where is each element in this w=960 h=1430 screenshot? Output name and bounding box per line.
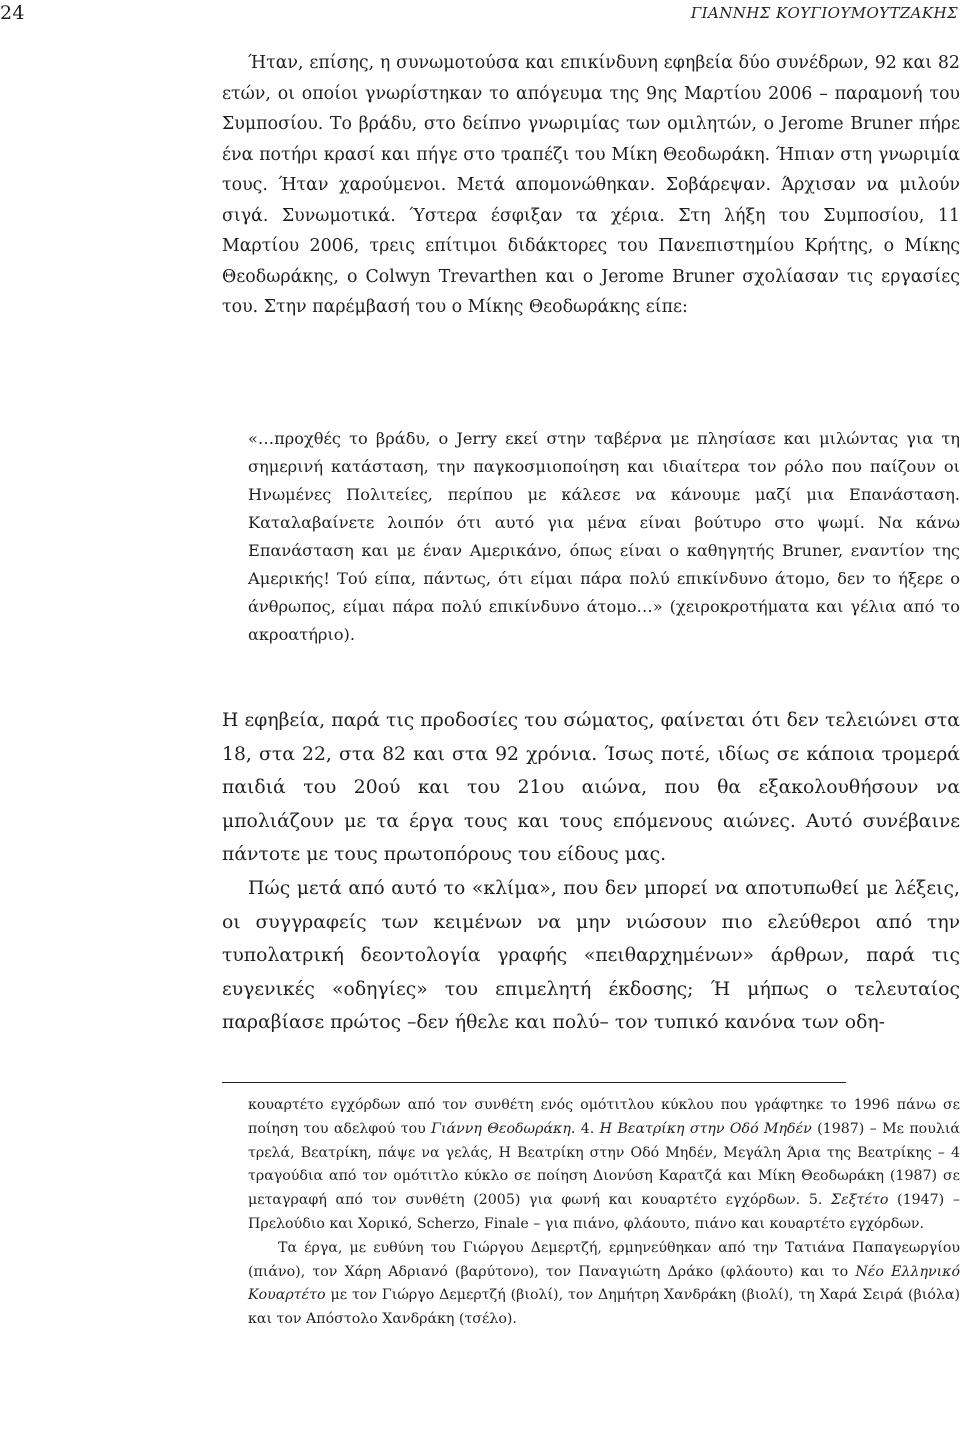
running-head: ΓΙΑΝΝΗΣ ΚΟΥΓΙΟΥΜΟΥΤΖΑΚΗΣ xyxy=(690,4,958,22)
footnote-2-text-a: Τα έργα, με ευθύνη του Γιώργου Δεμερτζή, ερμηνεύθηκαν από την Τατιάνα Παπαγεωργίου (πιάνο), τον Χάρη Αδριανό (βαρύτονο), τον Παναγιώτη Δράκο (φλάουτο) και το xyxy=(248,1239,960,1280)
footnote-2-italic-b: Νέο Ελληνικό Κουαρτέτο xyxy=(248,1263,960,1304)
footnote-1-italic-b: Γιάννη Θεοδωράκη xyxy=(431,1120,571,1137)
footnote-1-italic-f: Σεξτέτο xyxy=(831,1192,889,1209)
body-text-top xyxy=(222,48,960,323)
page-number: 24 xyxy=(0,2,25,24)
footnote-2 xyxy=(248,1237,960,1332)
footnote-1-text-a: κουαρτέτο εγχόρδων από τον συνθέτη ενός ομότιτλου κύκλου που γράφτηκε το 1996 πάνω σε ποίηση του αδελφού του xyxy=(248,1097,960,1137)
footnote-1-text-g: (1947) – Πρελούδιο και Χορικό, Scherzo, Finale – για πιάνο, φλάουτο, πιάνο και κουαρτέτο εγχόρδων. xyxy=(248,1192,960,1232)
footnotes xyxy=(248,1094,960,1332)
body-text-bottom xyxy=(222,704,960,1040)
paragraph-1: Ήταν, επίσης, η συνωμοτούσα και επικίνδυνη εφηβεία δύο συνέδρων, 92 και 82 ετών, οι οποίοι γνωρίστηκαν το απόγευμα της 9ης Μαρτίου 2006 – παραμονή του Συμποσίου. Το βράδυ, στο δείπνο γνωριμίας των ομιλητών, ο Jerome Bruner πήρε ένα ποτήρι κρασί και πήγε στο τραπέζι του Μίκη Θεοδωράκη. Ήπιαν στη γνωριμία τους. Ήταν χαρούμενοι. Μετά απομονώθηκαν. Σοβάρεψαν. Άρχισαν να μιλούν σιγά. Συνωμοτικά. Ύστερα έσφιξαν τα χέρια. Στη λήξη του Συμποσίου, 11 Μαρτίου 2006, τρεις επίτιμοι διδάκτορες του Πανεπιστημίου Κρήτης, ο Μίκης Θεοδωράκης, ο Colwyn Trevarthen και ο Jerome Bruner σχολίασαν τις εργασίες του. Στην παρέμβασή του ο Μίκης Θεοδωράκης είπε: xyxy=(222,53,960,317)
quote-text: «…προχθές το βράδυ, ο Jerry εκεί στην ταβέρνα με πλησίασε και μιλώντας για τη σημερινή κατάσταση, την παγκοσμιοποίηση και ιδιαίτερα τον ρόλο που παίζουν οι Ηνωμένες Πολιτείες, περίπου με κάλεσε να κάνουμε μαζί μια Επανάσταση. Καταλαβαίνετε λοιπόν ότι αυτό για μένα είναι βούτυρο στο ψωμί. Να κάνω Επανάσταση και με έναν Αμερικάνο, όπως είναι ο καθηγητής Bruner, εναντίον της Αμερικής! Τού είπα, πάντως, ότι είμαι πάρα πολύ επικίνδυνο άτομο, δεν το ήξερε ο άνθρωπος, είμαι πάρα πολύ επικίνδυνο άτομο…» (χειροκροτήματα και γέλια από το ακροατήριο). xyxy=(248,429,960,644)
page-header xyxy=(0,2,958,26)
footnote-2-text-c: με τον Γιώργο Δεμερτζή (βιολί), τον Δημήτρη Χανδράκη (βιολί), τη Χαρά Σειρά (βιόλα) και τον Απόστολο Χανδράκη (τσέλο). xyxy=(248,1287,960,1328)
paragraph-2: Η εφηβεία, παρά τις προδοσίες του σώματος, φαίνεται ότι δεν τελειώνει στα 18, στα 22, στα 82 και στα 92 χρόνια. Ίσως ποτέ, ιδίως σε κάποια τρομερά παιδιά του 20ού και του 21ου αιώνα, που θα εξακολουθήσουν να μπολιάζουν με τα έργα τους και τους επόμενους αιώνες. Αυτό συνέβαινε πάντοτε με τους πρωτοπόρους του είδους μας. xyxy=(222,710,960,866)
footnote-1 xyxy=(248,1094,960,1237)
footnote-1-text-e: (1987) – Με πουλιά τρελά, Βεατρίκη, πάψε να γελάς, Η Βεατρίκη στην Οδό Μηδέν, Μεγάλη Άρια της Βεατρίκης – 4 τραγούδια από τον ομότιτλο κύκλο σε ποίηση Διονύση Καρατζά και Μίκη Θεοδωράκη (1987) σε μεταγραφή από τον συνθέτη (2005) για φωνή και κουαρτέτο εγχόρδων. 5. xyxy=(248,1120,960,1209)
paragraph-3: Πώς μετά από αυτό το «κλίμα», που δεν μπορεί να αποτυπωθεί με λέξεις, οι συγγραφείς των κειμένων να μην νιώσουν πιο ελεύθεροι από την τυπολατρική δεοντολογία γραφής «πειθαρχημένων» άρθρων, παρά τις ευγενικές «οδηγίες» του επιμελητή έκδοσης; Ή μήπως ο τελευταίος παραβίασε πρώτος –δεν ήθελε και πολύ– τον τυπικό κανόνα των οδη- xyxy=(222,877,960,1034)
footnote-1-italic-d: Η Βεατρίκη στην Οδό Μηδέν xyxy=(599,1120,812,1137)
footnote-divider xyxy=(222,1082,846,1083)
block-quote xyxy=(248,425,960,649)
footnote-1-text-c: . 4. xyxy=(570,1120,600,1137)
